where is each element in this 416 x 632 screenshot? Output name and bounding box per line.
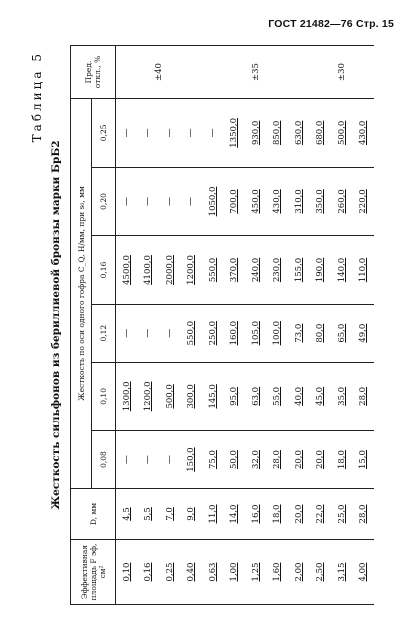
table-cell: 110,0: [353, 236, 375, 305]
table-cell: 49,0: [353, 304, 375, 362]
table-cell: 2,00: [288, 540, 310, 605]
table-label: Таблица 5: [30, 51, 44, 143]
table-cell: 9,0: [181, 489, 203, 540]
table-cell: 20,0: [288, 489, 310, 540]
table-cell: 550,0: [181, 304, 203, 362]
table-cell: —: [159, 99, 181, 168]
table-cell: —: [116, 304, 138, 362]
col-tolerance-header: Пред. откл., %: [71, 46, 116, 99]
table-cell: 680,0: [310, 99, 332, 168]
table-cell: 100,0: [267, 304, 289, 362]
page-header: ГОСТ 21482—76 Стр. 15: [268, 18, 394, 30]
col-area-header: Эффективная площадь F эф, см²: [71, 540, 116, 605]
table-cell: 20,0: [288, 431, 310, 489]
table-cell: 20,0: [310, 431, 332, 489]
table-cell: 4,00: [353, 540, 375, 605]
table-row: [331, 46, 353, 605]
table-cell: 3,15: [331, 540, 353, 605]
table-cell: 75,0: [202, 431, 224, 489]
table-cell: 0,16: [138, 540, 160, 605]
col-thickness-header: 0,20: [92, 167, 116, 236]
table-cell: 450,0: [245, 167, 267, 236]
table-cell: 0,40: [181, 540, 203, 605]
table-cell: 4,5: [116, 489, 138, 540]
table-cell: 32,0: [245, 431, 267, 489]
table-cell: 430,0: [353, 99, 375, 168]
table-cell: 95,0: [224, 362, 246, 431]
table-cell: 28,0: [267, 431, 289, 489]
table-cell: 230,0: [267, 236, 289, 305]
table-row: [288, 46, 310, 605]
table-cell: 35,0: [331, 362, 353, 431]
table-cell: 105,0: [245, 304, 267, 362]
table-cell: —: [138, 304, 160, 362]
table-cell: —: [181, 99, 203, 168]
table-row: [267, 46, 289, 605]
table-title: Жесткость сильфонов из бериллиевой бронзы марки БрБ2: [50, 140, 62, 510]
table-cell: 700,0: [224, 167, 246, 236]
table-cell: —: [159, 304, 181, 362]
table-cell: 350,0: [310, 167, 332, 236]
table-cell: 50,0: [224, 431, 246, 489]
table-cell: —: [116, 431, 138, 489]
col-thickness-header: 0,16: [92, 236, 116, 305]
table-cell: 15,0: [353, 431, 375, 489]
table-row: [310, 46, 332, 605]
table-cell: 155,0: [288, 236, 310, 305]
table-cell: —: [159, 431, 181, 489]
col-stiffness-header: Жесткость по оси одного гофра C_Q, Н/мм, при s₀, мм: [71, 99, 92, 489]
rotated-content: [30, 45, 402, 605]
table-cell: 145,0: [202, 362, 224, 431]
table-row: [202, 46, 224, 605]
table-cell: 140,0: [331, 236, 353, 305]
table-row: [138, 46, 160, 605]
tolerance-cell: ±30: [310, 46, 375, 99]
table-cell: 16,0: [245, 489, 267, 540]
stiffness-table: [70, 45, 374, 605]
table-cell: 190,0: [310, 236, 332, 305]
table-cell: —: [159, 167, 181, 236]
table-cell: 80,0: [310, 304, 332, 362]
table-cell: 63,0: [245, 362, 267, 431]
table-cell: 2000,0: [159, 236, 181, 305]
table-cell: 11,0: [202, 489, 224, 540]
table-cell: 18,0: [267, 489, 289, 540]
table-cell: 370,0: [224, 236, 246, 305]
table-cell: 1200,0: [181, 236, 203, 305]
table-cell: 500,0: [331, 99, 353, 168]
table-cell: 0,10: [116, 540, 138, 605]
table-cell: —: [116, 99, 138, 168]
table-cell: 1,00: [224, 540, 246, 605]
table-cell: 850,0: [267, 99, 289, 168]
table-cell: 930,0: [245, 99, 267, 168]
table-cell: 40,0: [288, 362, 310, 431]
table-cell: 25,0: [331, 489, 353, 540]
tolerance-cell: ±35: [202, 46, 310, 99]
col-diameter-header: D, мм: [71, 489, 116, 540]
table-row: [245, 46, 267, 605]
col-thickness-header: 0,08: [92, 431, 116, 489]
table-cell: 0,63: [202, 540, 224, 605]
table-cell: —: [181, 167, 203, 236]
table-cell: —: [116, 167, 138, 236]
table-cell: 260,0: [331, 167, 353, 236]
table-cell: 45,0: [310, 362, 332, 431]
table-cell: 630,0: [288, 99, 310, 168]
table-cell: 0,25: [159, 540, 181, 605]
col-thickness-header: 0,10: [92, 362, 116, 431]
table-cell: 220,0: [353, 167, 375, 236]
table-cell: 18,0: [331, 431, 353, 489]
table-cell: 73,0: [288, 304, 310, 362]
table-cell: 28,0: [353, 489, 375, 540]
tolerance-cell: ±40: [116, 46, 203, 99]
table-cell: —: [138, 167, 160, 236]
table-row: [181, 46, 203, 605]
table-cell: 55,0: [267, 362, 289, 431]
table-cell: 5,5: [138, 489, 160, 540]
table-cell: 7,0: [159, 489, 181, 540]
table-cell: —: [138, 431, 160, 489]
table-cell: 1200,0: [138, 362, 160, 431]
table-cell: —: [202, 99, 224, 168]
table-row: [159, 46, 181, 605]
table-cell: 160,0: [224, 304, 246, 362]
table-cell: 310,0: [288, 167, 310, 236]
table-cell: 1300,0: [116, 362, 138, 431]
table-cell: 250,0: [202, 304, 224, 362]
table-cell: 2,50: [310, 540, 332, 605]
table-cell: 4100,0: [138, 236, 160, 305]
table-cell: 240,0: [245, 236, 267, 305]
table-cell: 300,0: [181, 362, 203, 431]
table-row: [116, 46, 138, 605]
col-thickness-header: 0,25: [92, 99, 116, 168]
table-cell: 1,60: [267, 540, 289, 605]
table-cell: 550,0: [202, 236, 224, 305]
table-cell: 1,25: [245, 540, 267, 605]
table-cell: 22,0: [310, 489, 332, 540]
table-cell: 28,0: [353, 362, 375, 431]
table-cell: 65,0: [331, 304, 353, 362]
table-row: [224, 46, 246, 605]
table-row: [353, 46, 375, 605]
table-cell: —: [138, 99, 160, 168]
table-cell: 4500,0: [116, 236, 138, 305]
table-cell: 1350,0: [224, 99, 246, 168]
col-thickness-header: 0,12: [92, 304, 116, 362]
table-cell: 150,0: [181, 431, 203, 489]
table-cell: 430,0: [267, 167, 289, 236]
table-cell: 500,0: [159, 362, 181, 431]
table-cell: 1050,0: [202, 167, 224, 236]
table-cell: 14,0: [224, 489, 246, 540]
